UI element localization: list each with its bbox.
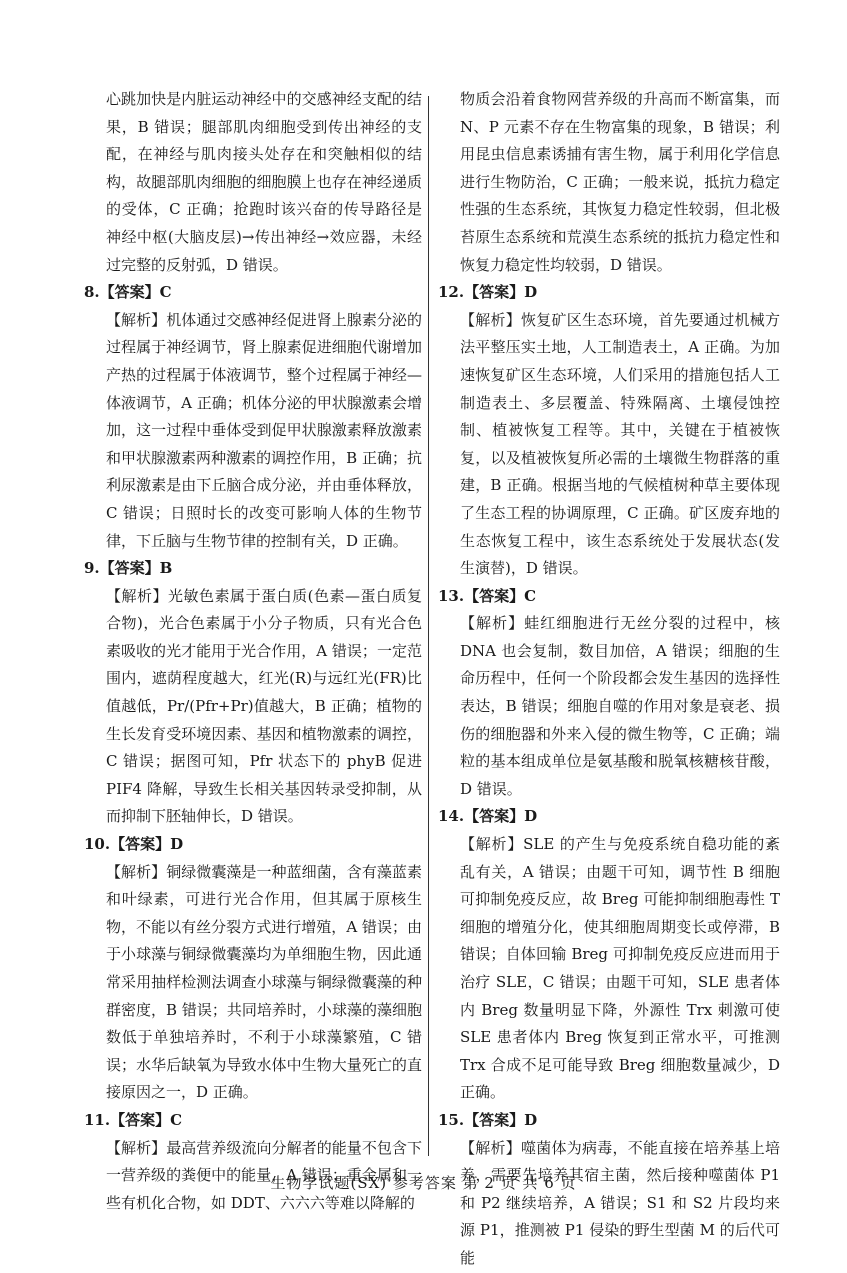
q8-answer: 8.【答案】C [84,283,172,302]
q12-analysis: 【解析】恢复矿区生态环境，首先要通过机械方法平整压实土地，人工制造表土，A 正确。为加速恢复矿区生态环境，人们采用的措施包括人工制造表土、多层覆盖、特殊隔离、土壤侵蚀控制、植被恢复工程等。其中，关键在于植被恢复，以及植被恢复所必需的土壤微生物群落的重建，B 正确。根据当地的气候植树种草主要体现了生态工程的协调原理，C 正确。矿区废弃地的生态恢复工程中，该生态系统处于发展状态(发生演替)，D 错误。 [460,310,780,578]
q13-answer: 13.【答案】C [438,586,537,605]
q11-analysis: 【解析】最高营养级流向分解者的能量不包含下一营养级的粪便中的能量，A 错误；重金属和一些有机化合物，如 DDT、六六六等难以降解的 [106,1138,422,1212]
q9-answer: 9.【答案】B [84,559,173,578]
q10-analysis: 【解析】铜绿微囊藻是一种蓝细菌，含有藻蓝素和叶绿素，可进行光合作用，但其属于原核生物，不能以有丝分裂方式进行增殖，A 错误；由于小球藻与铜绿微囊藻均为单细胞生物，因此通常采用抽样检测法调查小球藻与铜绿微囊藻的种群密度，B 错误；共同培养时，小球藻的藻细胞数低于单独培养时，不利于小球藻繁殖，C 错误；水华后缺氧为导致水体中生物大量死亡的直接原因之一，D 正确。 [106,862,422,1102]
q14-answer: 14.【答案】D [438,807,538,826]
q8-analysis: 【解析】机体通过交感神经促进肾上腺素分泌的过程属于神经调节，肾上腺素促进细胞代谢增加产热的过程属于体液调节，整个过程属于神经—体液调节，A 正确；机体分泌的甲状腺激素会增加，这一过程中垂体受到促甲状腺激素释放激素和甲状腺激素两种激素的调控作用，B 正确；抗利尿激素是由下丘脑合成分泌，并由垂体释放，C 错误；日照时长的改变可影响人体的生物节律，下丘脑与生物节律的控制有关，D 正确。 [106,310,422,550]
q9-analysis: 【解析】光敏色素属于蛋白质(色素—蛋白质复合物)，光合色素属于小分子物质，只有光合色素吸收的光才能用于光合作用，A 错误；一定范围内，遮荫程度越大，红光(R)与远红光(FR)比值越低，Pr/(Pfr+Pr)值越大，B 正确；植物的生长发育受环境因素、基因和植物激素的调控，C 错误；据图可知，Pfr 状态下的 phyB 促进 PIF4 降解，导致生长相关基因转录受抑制，从而抑制下胚轴伸长，D 错误。 [106,586,422,826]
column-divider [428,96,429,1156]
q13-analysis: 【解析】蛙红细胞进行无丝分裂的过程中，核 DNA 也会复制，数目加倍，A 错误；细胞的生命历程中，任何一个阶段都会发生基因的选择性表达，B 错误；细胞自噬的作用对象是衰老、损伤的细胞器和外来入侵的微生物等，C 正确；端粒的基本组成单位是氨基酸和脱氧核糖核苷酸，D 错误。 [460,614,780,798]
continuation-text: 物质会沿着食物网营养级的升高而不断富集，而 N、P 元素不存在生物富集的现象，B 错误；利用昆虫信息素诱捕有害生物，属于利用化学信息进行生物防治，C 正确；一般来说，抵抗力稳定性强的生态系统，其恢复力稳定性较弱，但北极苔原生态系统和荒漠生态系统的抵抗力稳定性和恢复力稳定性均较弱，D 错误。 [460,90,780,274]
q15-answer: 15.【答案】D [438,1110,538,1129]
right-column [438,86,780,1273]
page-footer: 生物学试题(SX) 参考答案 第 2 页 共 6 页 [270,1174,577,1192]
continuation-text: 心跳加快是内脏运动神经中的交感神经支配的结果，B 错误；腿部肌肉细胞受到传出神经的支配，在神经与肌肉接头处存在和突触相似的结构，故腿部肌肉细胞的细胞膜上也存在神经递质的受体，C 正确；抢跑时该兴奋的传导路径是神经中枢(大脑皮层)→传出神经→效应器，未经过完整的反射弧，D 错误。 [106,90,422,274]
q14-analysis: 【解析】SLE 的产生与免疫系统自稳功能的紊乱有关，A 错误；由题干可知，调节性 B 细胞可抑制免疫反应，故 Breg 可能抑制细胞毒性 T 细胞的增殖分化，使其细胞周期变长或停滞，B 错误；自体回输 Breg 可抑制免疫反应进而用于治疗 SLE，C 错误；由题干可知，SLE 患者体内 Breg 数量明显下降，外源性 Trx 刺激可使 SLE 患者体内 Breg 恢复到正常水平，可推测 Trx 合成不足可能导致 Breg 细胞数量减少，D 正确。 [460,835,780,1102]
q10-answer: 10.【答案】D [84,835,184,854]
q11-answer: 11.【答案】C [84,1110,183,1129]
q12-answer: 12.【答案】D [438,283,538,302]
q15-analysis: 【解析】噬菌体为病毒，不能直接在培养基上培养，需要先培养其宿主菌，然后接种噬菌体 P1 和 P2 继续培养，A 错误；S1 和 S2 片段均来源 P1，推测被 P1 侵染的野生型菌 M 的后代可能 [460,1138,780,1267]
left-column [84,86,422,1217]
